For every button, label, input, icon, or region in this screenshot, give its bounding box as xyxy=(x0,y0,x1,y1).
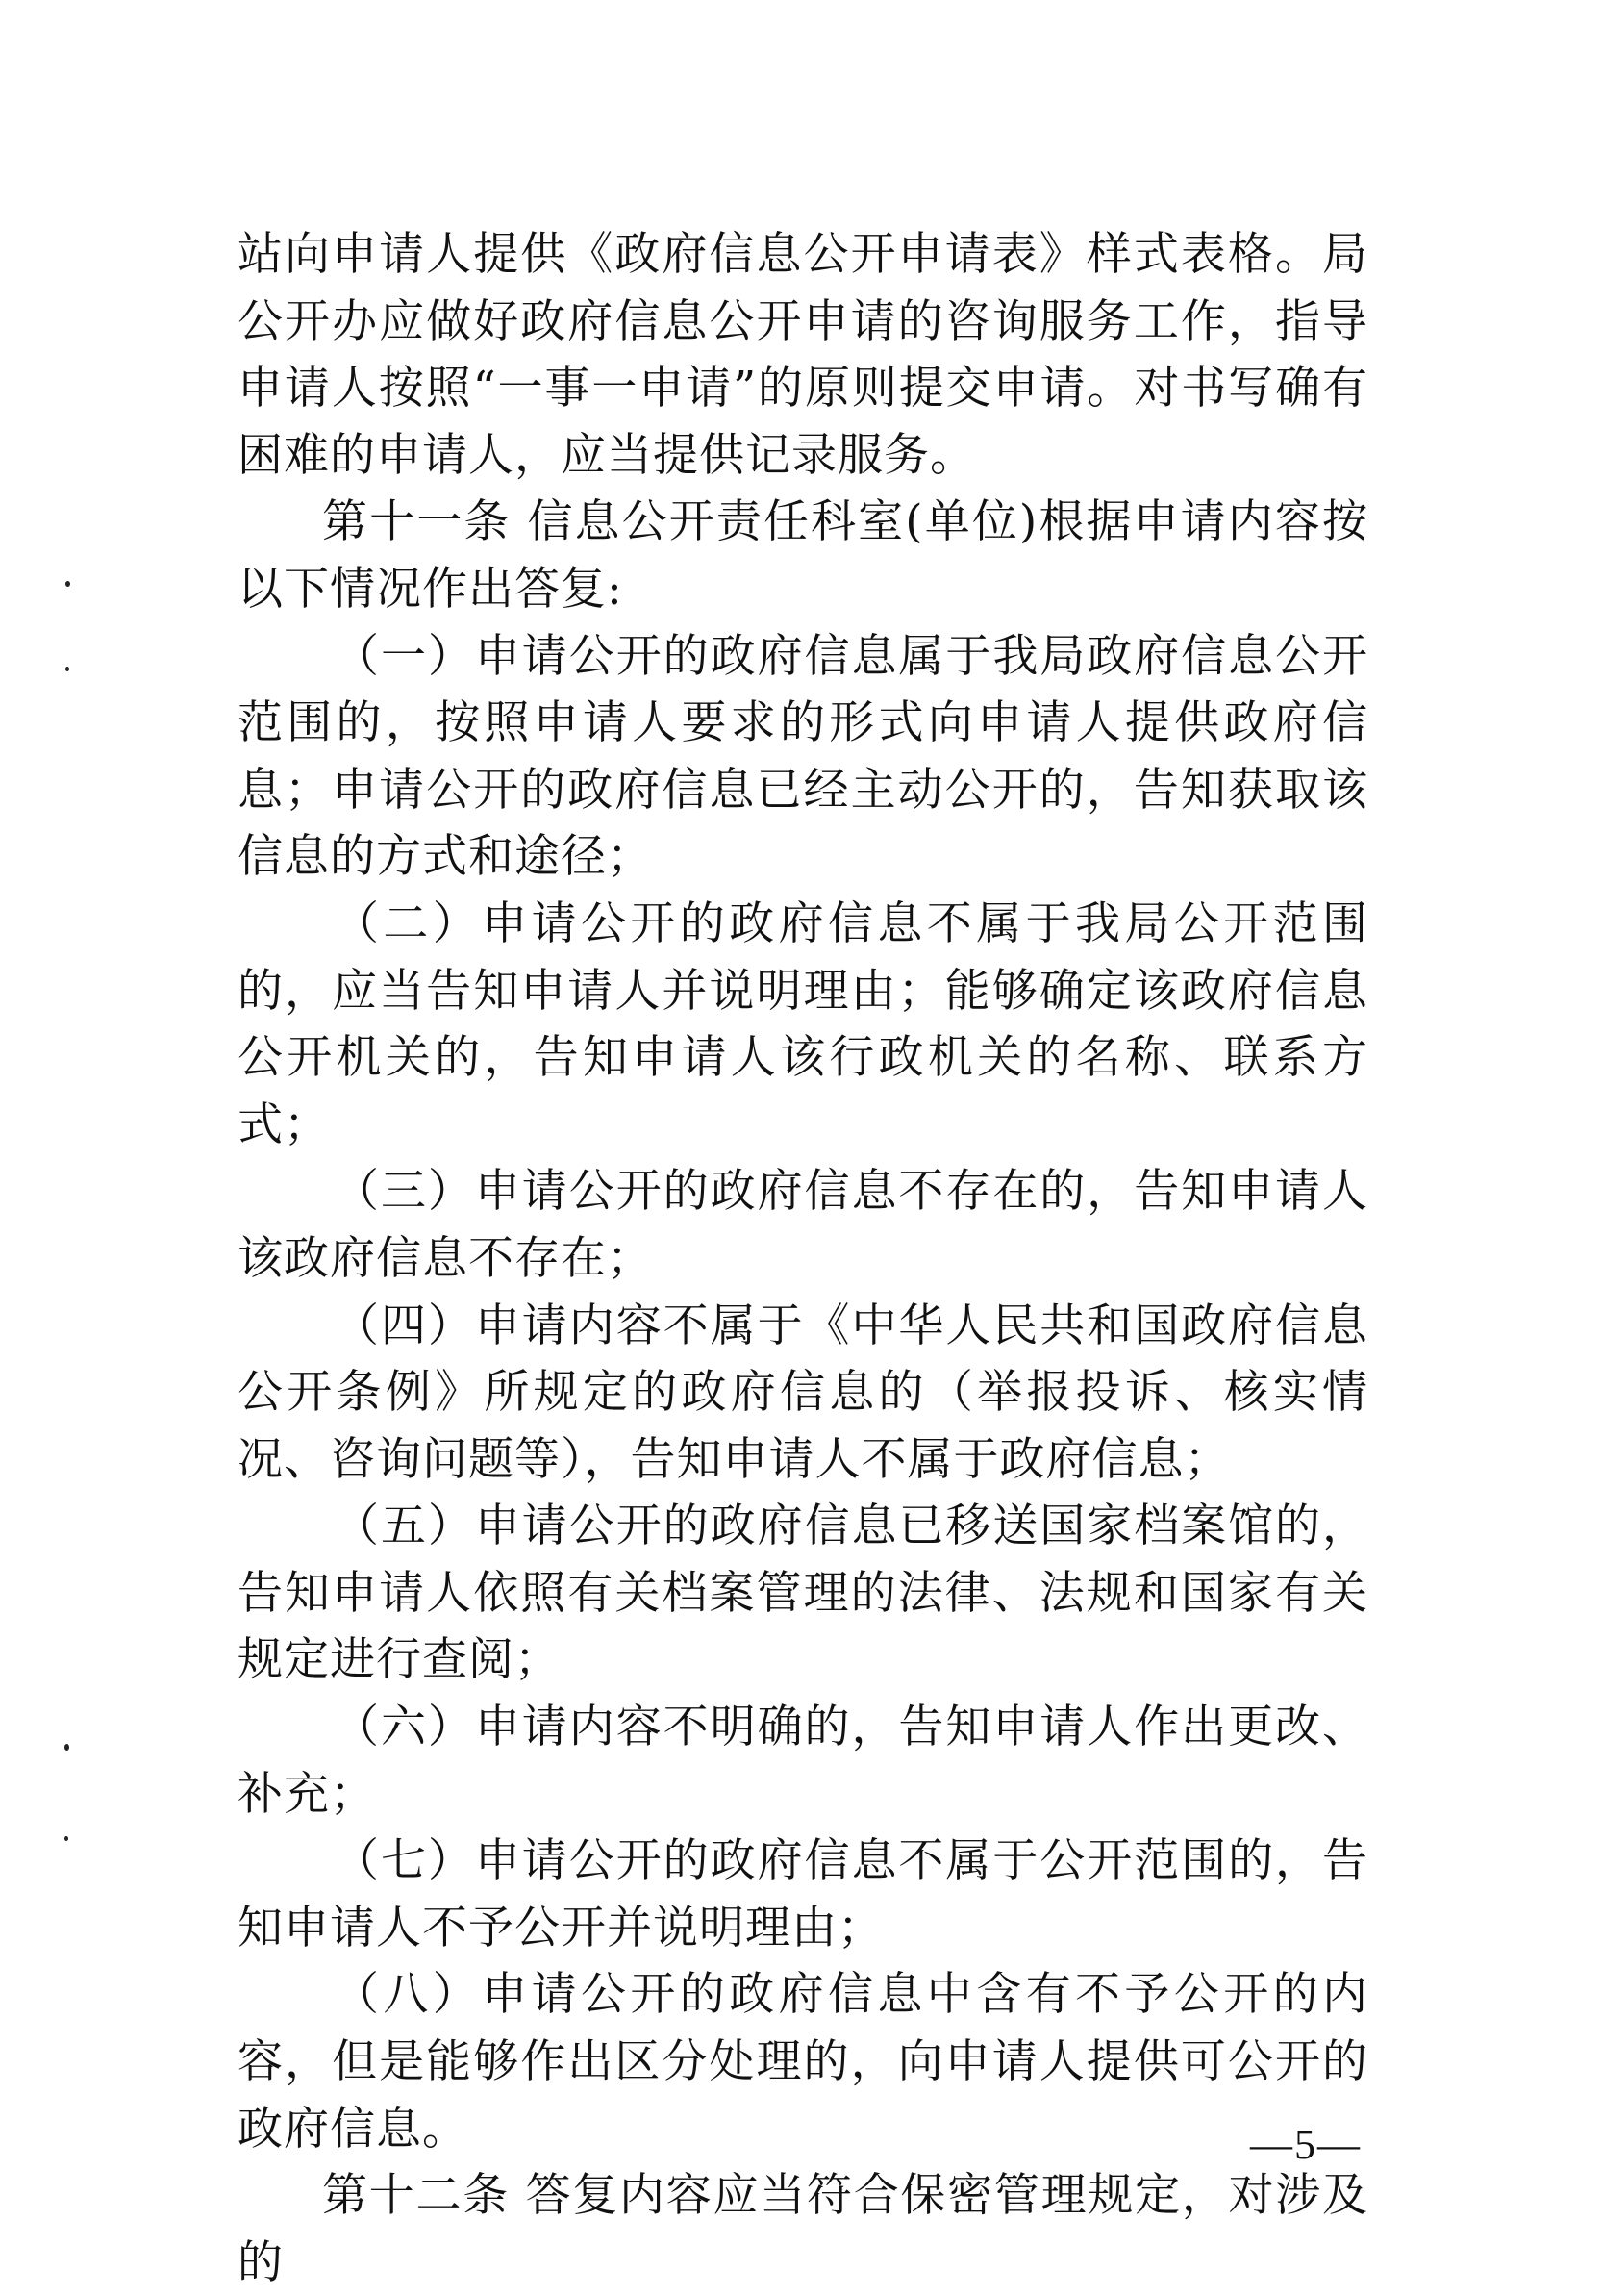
article-11-item-1: （一）申请公开的政府信息属于我局政府信息公开范围的，按照申请人要求的形式向申请人提供政府信息；申请公开的政府信息已经主动公开的，告知获取该信息的方式和途径； xyxy=(238,629,1368,884)
article-12: 第十二条 答复内容应当符合保密管理规定，对涉及的 xyxy=(238,2169,1368,2289)
article-11: 第十一条 信息公开责任科室(单位)根据申请内容按以下情况作出答复: xyxy=(238,495,1368,616)
article-11-item-3: （三）申请公开的政府信息不存在的，告知申请人该政府信息不存在； xyxy=(238,1165,1368,1285)
article-11-item-7: （七）申请公开的政府信息不属于公开范围的，告知申请人不予公开并说明理由； xyxy=(238,1834,1368,1955)
article-11-item-5: （五）申请公开的政府信息已移送国家档案馆的，告知申请人依照有关档案管理的法律、法规和国家有关规定进行查阅； xyxy=(238,1500,1368,1687)
scan-speck xyxy=(65,667,69,671)
article-11-item-6: （六）申请内容不明确的，告知申请人作出更改、补充； xyxy=(238,1701,1368,1821)
scan-speck xyxy=(64,1744,69,1751)
document-body xyxy=(238,221,1368,2296)
scan-speck xyxy=(64,1836,68,1841)
article-11-item-4: （四）申请内容不属于《中华人民共和国政府信息公开条例》所规定的政府信息的（举报投诉、核实情况、咨询问题等），告知申请人不属于政府信息； xyxy=(238,1299,1368,1486)
page-number: —5— xyxy=(1250,2121,1362,2168)
article-11-item-8: （八）申请公开的政府信息中含有不予公开的内容，但是能够作出区分处理的，向申请人提供可公开的政府信息。 xyxy=(238,1968,1368,2156)
scan-speck xyxy=(65,581,70,587)
paragraph-continuation: 站向申请人提供《政府信息公开申请表》样式表格。局公开办应做好政府信息公开申请的咨询服务工作，指导申请人按照“一事一申请”的原则提交申请。对书写确有困难的申请人，应当提供记录服务。 xyxy=(238,228,1368,482)
article-11-item-2: （二）申请公开的政府信息不属于我局公开范围的，应当告知申请人并说明理由；能够确定该政府信息公开机关的，告知申请人该行政机关的名称、联系方式； xyxy=(238,896,1368,1151)
